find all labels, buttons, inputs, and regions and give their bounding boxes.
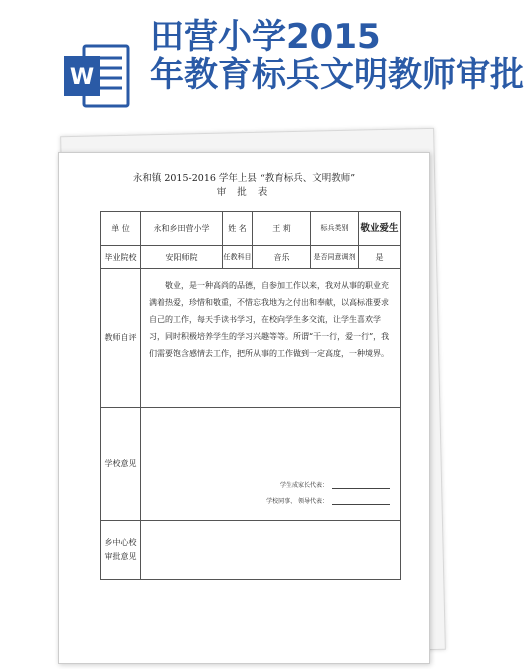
leader-signature-label: 学校同事、 领导代表： xyxy=(266,498,328,505)
self-evaluation-paragraph: 敬业，是一种高尚的品德，自参加工作以来，我对从事的职业充满着热爱，珍惜和敬重，不惜忘我地为之付出和奉献，以高标准要求自己的工作，每天手读书学习，在校向学生多交流，让学生喜欢学习，同时积极培养学生的学习兴趣等等。所谓“干一行，爱一行”，我们需要饱含感情去工作，把所从事的工作做到一定高度，一种境界。 xyxy=(149,281,390,358)
table-row xyxy=(101,246,401,269)
unit-label: 单 位 xyxy=(101,212,141,246)
table-row xyxy=(101,212,401,246)
center-approval-label: 乡中心校审批意见 xyxy=(101,521,141,580)
table-row xyxy=(101,521,401,580)
unit-value: 永和乡田营小学 xyxy=(141,212,223,246)
self-evaluation-label: 教师自评 xyxy=(101,269,141,408)
document-heading: 永和镇 2015-2016 学年上县 “教育标兵、文明教师” xyxy=(132,173,356,184)
name-label: 姓 名 xyxy=(223,212,253,246)
parent-signature-line xyxy=(280,480,390,489)
center-approval-cell xyxy=(141,521,401,580)
signature-underline xyxy=(332,482,390,489)
subject-label: 任教科目 xyxy=(223,246,253,269)
table-row xyxy=(101,408,401,521)
banner-title-line2: 年教育标兵文明教师审批 xyxy=(150,55,524,95)
document-page xyxy=(58,152,430,664)
signature-underline xyxy=(332,498,390,505)
banner-title xyxy=(150,18,524,94)
school-value: 安阳师院 xyxy=(141,246,223,269)
school-opinion-cell xyxy=(141,408,401,521)
header-banner xyxy=(0,0,524,150)
name-value: 王 莉 xyxy=(253,212,311,246)
agree-value: 是 xyxy=(359,246,401,269)
self-evaluation-text xyxy=(141,269,401,408)
leader-signature-line xyxy=(266,496,390,505)
category-value: 敬业爱生 xyxy=(359,212,401,246)
school-label: 毕业院校 xyxy=(101,246,141,269)
agree-label: 是否同意调剂 xyxy=(311,246,359,269)
school-opinion-label: 学校意见 xyxy=(101,408,141,521)
parent-signature-label: 学生成家长代表： xyxy=(279,482,328,489)
approval-form-table xyxy=(100,211,401,580)
banner-title-line1: 田营小学2015 xyxy=(150,17,381,57)
word-doc-icon xyxy=(62,44,130,108)
subject-value: 音乐 xyxy=(253,246,311,269)
document-subheading: 审 批 表 xyxy=(216,187,272,198)
category-label: 标兵类别 xyxy=(311,212,359,246)
svg-text:W: W xyxy=(69,65,95,90)
table-row xyxy=(101,269,401,408)
